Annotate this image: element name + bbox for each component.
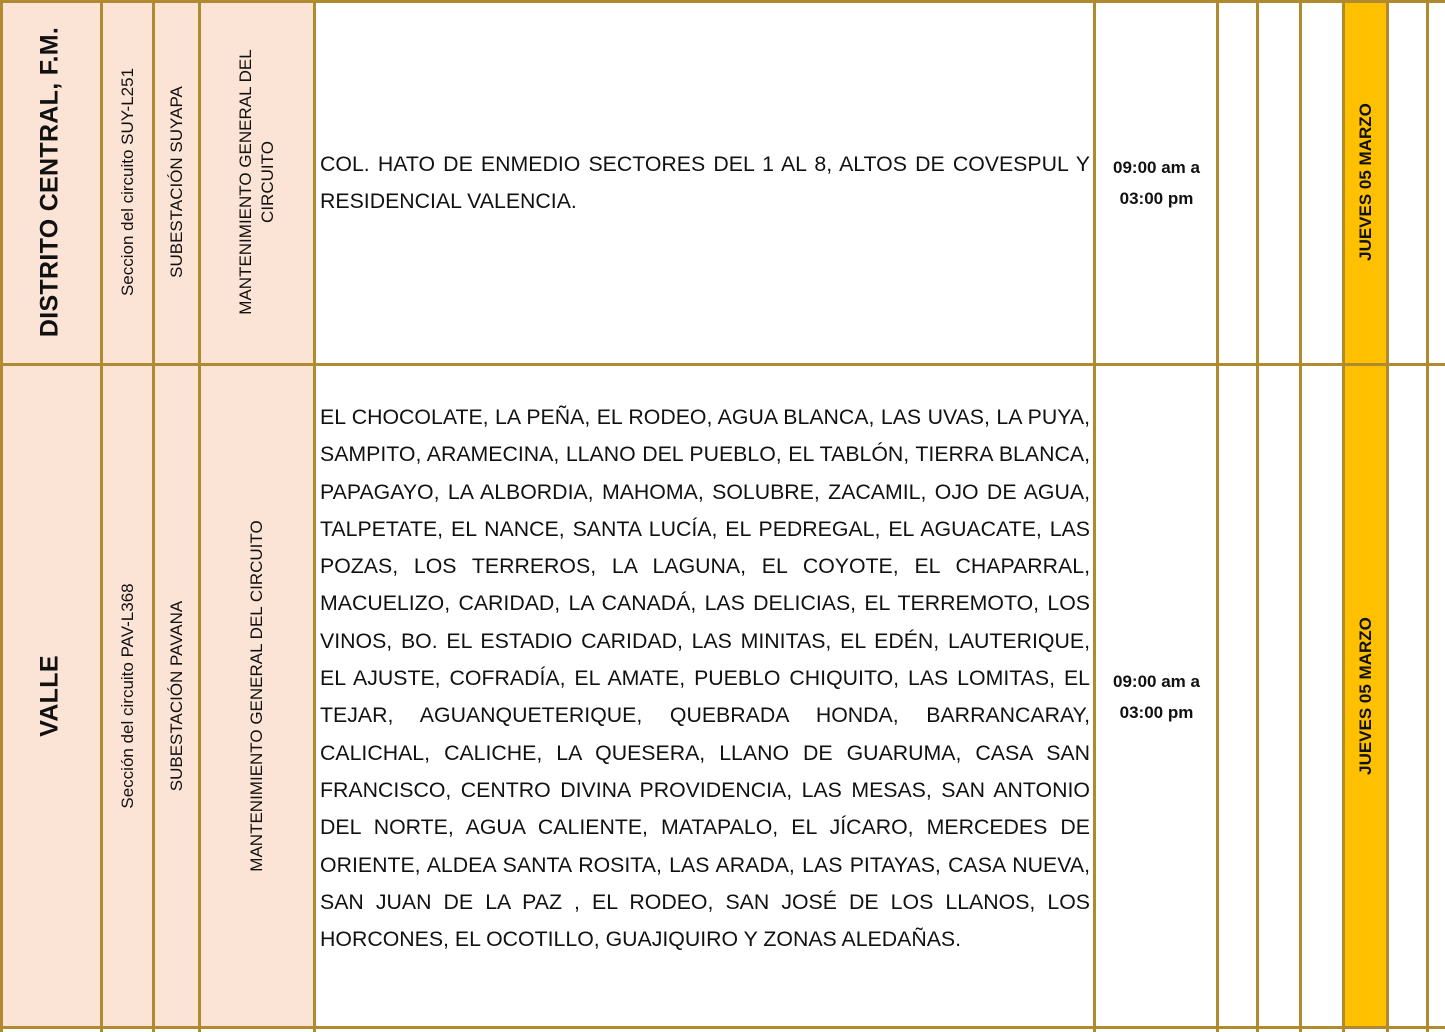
row2-date: JUEVES 05 MARZO: [1355, 617, 1375, 775]
row1-date: JUEVES 05 MARZO: [1355, 102, 1375, 261]
row1-time: [1098, 152, 1215, 214]
grid-line: [313, 0, 316, 1032]
row1-date-cell: [1345, 0, 1386, 363]
grid-line: [1216, 0, 1219, 1032]
row2-region-cell: [0, 366, 100, 1026]
row2-work-cell: [201, 366, 313, 1026]
grid-line: [1342, 0, 1345, 1032]
grid-line: [0, 1026, 1445, 1029]
row1-areas: COL. HATO DE ENMEDIO SECTORES DEL 1 AL 8, ALTOS DE COVESPUL Y RESIDENCIAL VALENCIA.: [320, 152, 1090, 214]
row1-region-cell: [0, 0, 100, 363]
row2-time-end: 03:00 pm: [1119, 703, 1194, 722]
row1-time-end: 03:00 pm: [1119, 189, 1194, 208]
grid-line: [0, 363, 1445, 366]
row1-work: [235, 32, 279, 332]
row2-section-cell: [103, 366, 152, 1026]
grid-line: [100, 0, 103, 1032]
row1-work-line1: MANTENIMIENTO GENERAL DEL: [236, 48, 255, 315]
row2-time: [1098, 666, 1215, 728]
row1-section-cell: [103, 0, 152, 363]
row2-substation-cell: [155, 366, 198, 1026]
row1-substation: SUBESTACIÓN SUYAPA: [166, 85, 186, 278]
row2-work: MANTENIMIENTO GENERAL DEL CIRCUITO: [247, 520, 266, 872]
row1-region: DISTRITO CENTRAL, F.M.: [35, 26, 64, 337]
grid-line: [198, 0, 201, 1032]
grid-line: [0, 0, 1445, 3]
row1-work-cell: [201, 0, 313, 363]
row2-section: Sección del circuito PAV-L368: [117, 583, 137, 809]
row2-areas: EL CHOCOLATE, LA PEÑA, EL RODEO, AGUA BLANCA, LAS UVAS, LA PUYA, SAMPITO, ARAMECINA, LLANO DEL PUEBLO, EL TABLÓN, TIERRA BLANCA, PAPAGAYO, LA ALBORDIA, MAHOMA, SOLUBRE, ZACAMIL, OJO DE AGUA, TALPETATE, EL NANCE, SANTA LUCÍA, EL PEDREGAL, EL AGUACATE, LAS POZAS, LOS TERREROS, LA LAGUNA, EL COYOTE, EL CHAPARRAL, MACUELIZO, CARIDAD, LA CANADÁ, LAS DELICIAS, EL TERREMOTO, LOS VINOS, BO. EL ESTADIO CARIDAD, LAS MINITAS, EL EDÉN, LAUTERIQUE, EL AJUSTE, COFRADÍA, EL AMATE, PUEBLO CHIQUITO, LAS LOMITAS, EL TEJAR, AGUANQUETERIQUE, QUEBRADA HONDA, BARRANCARAY, CALICHAL, CALICHE, LA QUESERA, LLANO DE GUARUMA, CASA SAN FRANCISCO, CENTRO DIVINA PROVIDENCIA, LAS MESAS, SAN ANTONIO DEL NORTE, AGUA CALIENTE, MATAPALO, EL JÍCARO, MERCEDES DE ORIENTE, ALDEA SANTA ROSITA, LAS ARADA, LAS PITAYAS, CASA NUEVA, SAN JUAN DE LA PAZ , EL RODEO, SAN JOSÉ DE LOS LLANOS, LOS HORCONES, EL OCOTILLO, GUAJIQUIRO Y ZONAS ALEDAÑAS.: [320, 405, 1090, 952]
row1-substation-cell: [155, 0, 198, 363]
row1-work-line2: CIRCUITO: [258, 140, 277, 223]
row2-region: VALLE: [35, 655, 64, 737]
grid-line: [1426, 0, 1429, 1032]
grid-line: [1386, 0, 1389, 1032]
row2-time-start: 09:00 am a: [1113, 672, 1200, 691]
grid-line: [1299, 0, 1302, 1032]
grid-line: [0, 0, 3, 1032]
row2-date-cell: [1345, 366, 1386, 1026]
row1-section: Seccion del circuito SUY-L251: [117, 67, 137, 296]
row2-substation: SUBESTACIÓN PAVANA: [166, 600, 186, 792]
row1-time-start: 09:00 am a: [1113, 158, 1200, 177]
grid-line: [1256, 0, 1259, 1032]
grid-line: [1093, 0, 1096, 1032]
grid-line: [152, 0, 155, 1032]
